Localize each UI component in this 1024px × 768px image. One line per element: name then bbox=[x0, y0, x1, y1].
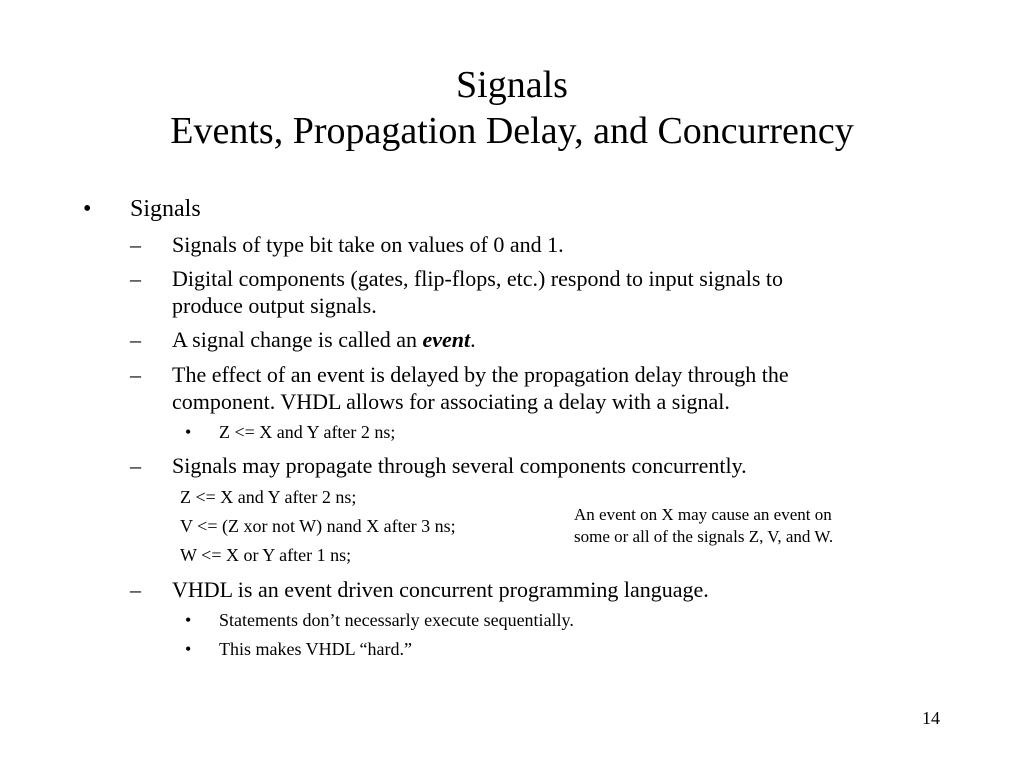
sub-bullet-type-bit: Signals of type bit take on values of 0 and 1. bbox=[172, 232, 564, 257]
slide-title bbox=[0, 62, 1024, 154]
code-line-z: Z <= X and Y after 2 ns; bbox=[180, 487, 357, 507]
dash-marker: – bbox=[130, 327, 141, 352]
event-definition-suffix: . bbox=[470, 327, 476, 352]
code-line-v: V <= (Z xor not W) nand X after 3 ns; bbox=[180, 516, 456, 536]
title-line-1: Signals bbox=[456, 64, 568, 106]
event-emphasis: event bbox=[422, 327, 471, 352]
dash-marker: – bbox=[130, 362, 141, 387]
event-definition-prefix: A signal change is called an bbox=[172, 327, 423, 352]
sub-sub-bullet-sequential: Statements don’t necessarly execute sequentially. bbox=[219, 610, 574, 630]
bullet-marker-small: • bbox=[185, 610, 192, 630]
sub-bullet-digital-components-line-2: produce output signals. bbox=[172, 293, 377, 318]
sub-sub-bullet-hard: This makes VHDL “hard.” bbox=[219, 639, 412, 659]
dash-marker: – bbox=[130, 577, 141, 602]
code-example-delay: Z <= X and Y after 2 ns; bbox=[219, 422, 396, 442]
title-line-2: Events, Propagation Delay, and Concurrency bbox=[170, 110, 854, 152]
sub-bullet-digital-components-line-1: Digital components (gates, flip-flops, etc.) respond to input signals to bbox=[172, 266, 784, 291]
bullet-signals: Signals bbox=[130, 196, 201, 222]
sub-bullet-propagation-delay-line-1: The effect of an event is delayed by the propagation delay through the bbox=[172, 362, 789, 387]
sub-bullet-concurrent-propagation: Signals may propagate through several components concurrently. bbox=[172, 453, 747, 478]
sub-bullet-event-driven-language: VHDL is an event driven concurrent programming language. bbox=[172, 577, 709, 602]
page-number: 14 bbox=[922, 708, 940, 728]
dash-marker: – bbox=[130, 266, 141, 291]
bullet-marker-small: • bbox=[185, 422, 192, 442]
side-note-line-1: An event on X may cause an event on bbox=[574, 505, 832, 524]
dash-marker: – bbox=[130, 232, 141, 257]
sub-bullet-propagation-delay-line-2: component. VHDL allows for associating a delay with a signal. bbox=[172, 389, 730, 414]
bullet-marker: • bbox=[83, 196, 92, 222]
dash-marker: – bbox=[130, 453, 141, 478]
side-note bbox=[574, 504, 833, 548]
side-note-line-2: some or all of the signals Z, V, and W. bbox=[574, 527, 834, 546]
bullet-marker-small: • bbox=[185, 639, 192, 659]
sub-bullet-event-definition bbox=[172, 326, 476, 354]
code-line-w: W <= X or Y after 1 ns; bbox=[180, 545, 352, 565]
